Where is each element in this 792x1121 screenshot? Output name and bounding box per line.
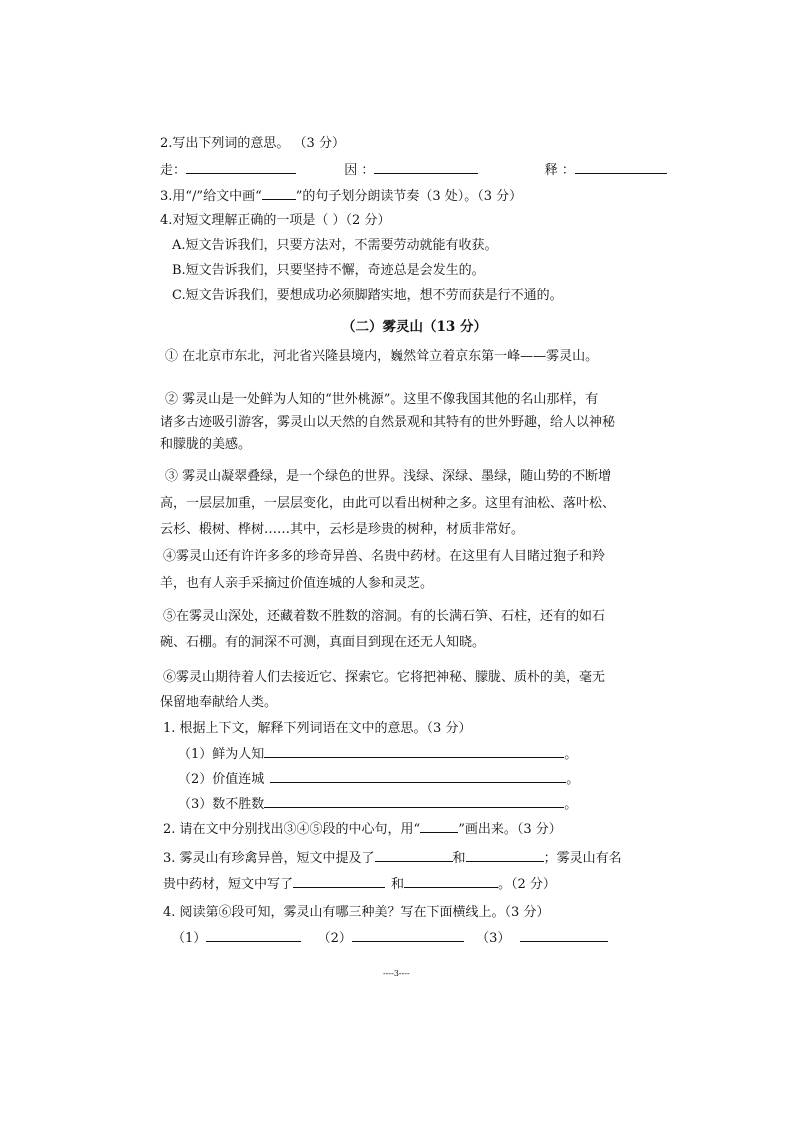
paragraph-4-line-1: ④雾灵山还有许许多多的珍奇异兽、名贵中药材。在这里有人目睹过狍子和羚	[163, 549, 606, 564]
q3-line-2: 贵中药材，短文中写了 和 。（2 分）	[163, 877, 556, 892]
paragraph-3-line-2: 高，一层层加重，一层层变化，由此可以看出树种之多。这里有油松、落叶松、	[160, 496, 616, 511]
answer-blank[interactable]	[206, 929, 301, 942]
paragraph-3-line-3: 云杉、椴树、桦树……其中，云杉是珍贵的树种，材质非常好。	[160, 522, 525, 537]
paragraph-1: ① 在北京市东北，河北省兴隆县境内，巍然耸立着京东第一峰——雾灵山。	[165, 349, 599, 364]
option-b[interactable]: B.短文告诉我们，只要坚持不懈，奇迹总是会发生的。	[172, 263, 485, 278]
paragraph-5-line-2: 碗、石棚。有的洞深不可测，真面目到现在还无人知晓。	[160, 635, 486, 650]
paragraph-5-line-1: ⑤在雾灵山深处，还藏着数不胜数的溶洞。有的长满石笋、石柱，还有的如石	[163, 609, 606, 624]
q4-prompt: 4. 阅读第⑥段可知，雾灵山有哪三种美？写在下面横线上。（3 分）	[163, 905, 550, 920]
paragraph-2-line-2: 诸多古迹吸引游客，雾灵山以天然的自然景观和其特有的世外野趣，给人以神秘	[160, 415, 616, 430]
word-yin: 因 ：	[344, 163, 375, 178]
answer-blank[interactable]	[293, 875, 385, 888]
q1-prompt: 1. 根据上下文，解释下列词语在文中的意思。（3 分）	[163, 721, 472, 736]
answer-blank[interactable]	[264, 745, 564, 758]
question-2: 2.写出下列词的意思。 （3 分）	[160, 136, 345, 151]
word-meaning-row	[160, 161, 667, 180]
option-a[interactable]: A.短文告诉我们，只要方法对，不需要劳动就能有收获。	[172, 238, 498, 253]
q1-item-1: （1）鲜为人知 。	[178, 747, 578, 762]
paragraph-6-line-1: ⑥雾灵山期待着人们去接近它、探索它。它将把神秘、朦胧、质朴的美，毫无	[163, 670, 606, 685]
answer-blank[interactable]	[186, 161, 296, 174]
q3-line-1: 3. 雾灵山有珍禽异兽，短文中提及了 和 ；雾灵山有名	[163, 851, 622, 866]
paragraph-3-line-1: ③ 雾灵山凝翠叠绿，是一个绿色的世界。浅绿、深绿、墨绿，随山势的不断增	[165, 469, 612, 484]
answer-blank[interactable]	[466, 849, 544, 862]
passage-title: （二）雾灵山（13 分）	[342, 319, 487, 335]
q1-item-3: （3）数不胜数 。	[178, 797, 578, 812]
answer-blank[interactable]	[264, 795, 564, 808]
word-shi: 释 ：	[544, 163, 575, 178]
answer-blank[interactable]	[352, 929, 464, 942]
underline-sample	[262, 187, 296, 200]
answer-blank[interactable]	[575, 161, 667, 174]
answer-blank[interactable]	[270, 770, 566, 783]
question-4: 4.对短文理解正确的一项是（ ）（2 分）	[160, 213, 391, 228]
q4-answers: （1） （2） （3）	[172, 929, 608, 948]
q2-prompt: 2. 请在文中分别找出③④⑤段的中心句，用“ ”画出来。（3 分）	[163, 822, 562, 837]
answer-blank[interactable]	[374, 161, 478, 174]
question-3: 3.用“/”给文中画“ ”的句子划分朗读节奏（3 处）。（3 分）	[160, 189, 523, 204]
page-number: ----3----	[383, 969, 410, 978]
option-c[interactable]: C.短文告诉我们，要想成功必须脚踏实地，想不劳而获是行不通的。	[172, 288, 563, 303]
paragraph-2-line-3: 和朦胧的美感。	[160, 437, 252, 452]
word-zou: 走：	[160, 163, 187, 178]
underline-sample	[420, 820, 458, 833]
paragraph-4-line-2: 羊，也有人亲手采摘过价值连城的人参和灵芝。	[160, 576, 434, 591]
q1-item-2: （2）价值连城 。	[178, 772, 580, 787]
answer-blank[interactable]	[404, 875, 498, 888]
answer-blank[interactable]	[375, 849, 453, 862]
paragraph-6-line-2: 保留地奉献给人类。	[160, 695, 278, 710]
answer-blank[interactable]	[520, 929, 608, 942]
paragraph-2-line-1: ② 雾灵山是一处鲜为人知的“世外桃源”。这里不像我国其他的名山那样，有	[165, 392, 599, 407]
